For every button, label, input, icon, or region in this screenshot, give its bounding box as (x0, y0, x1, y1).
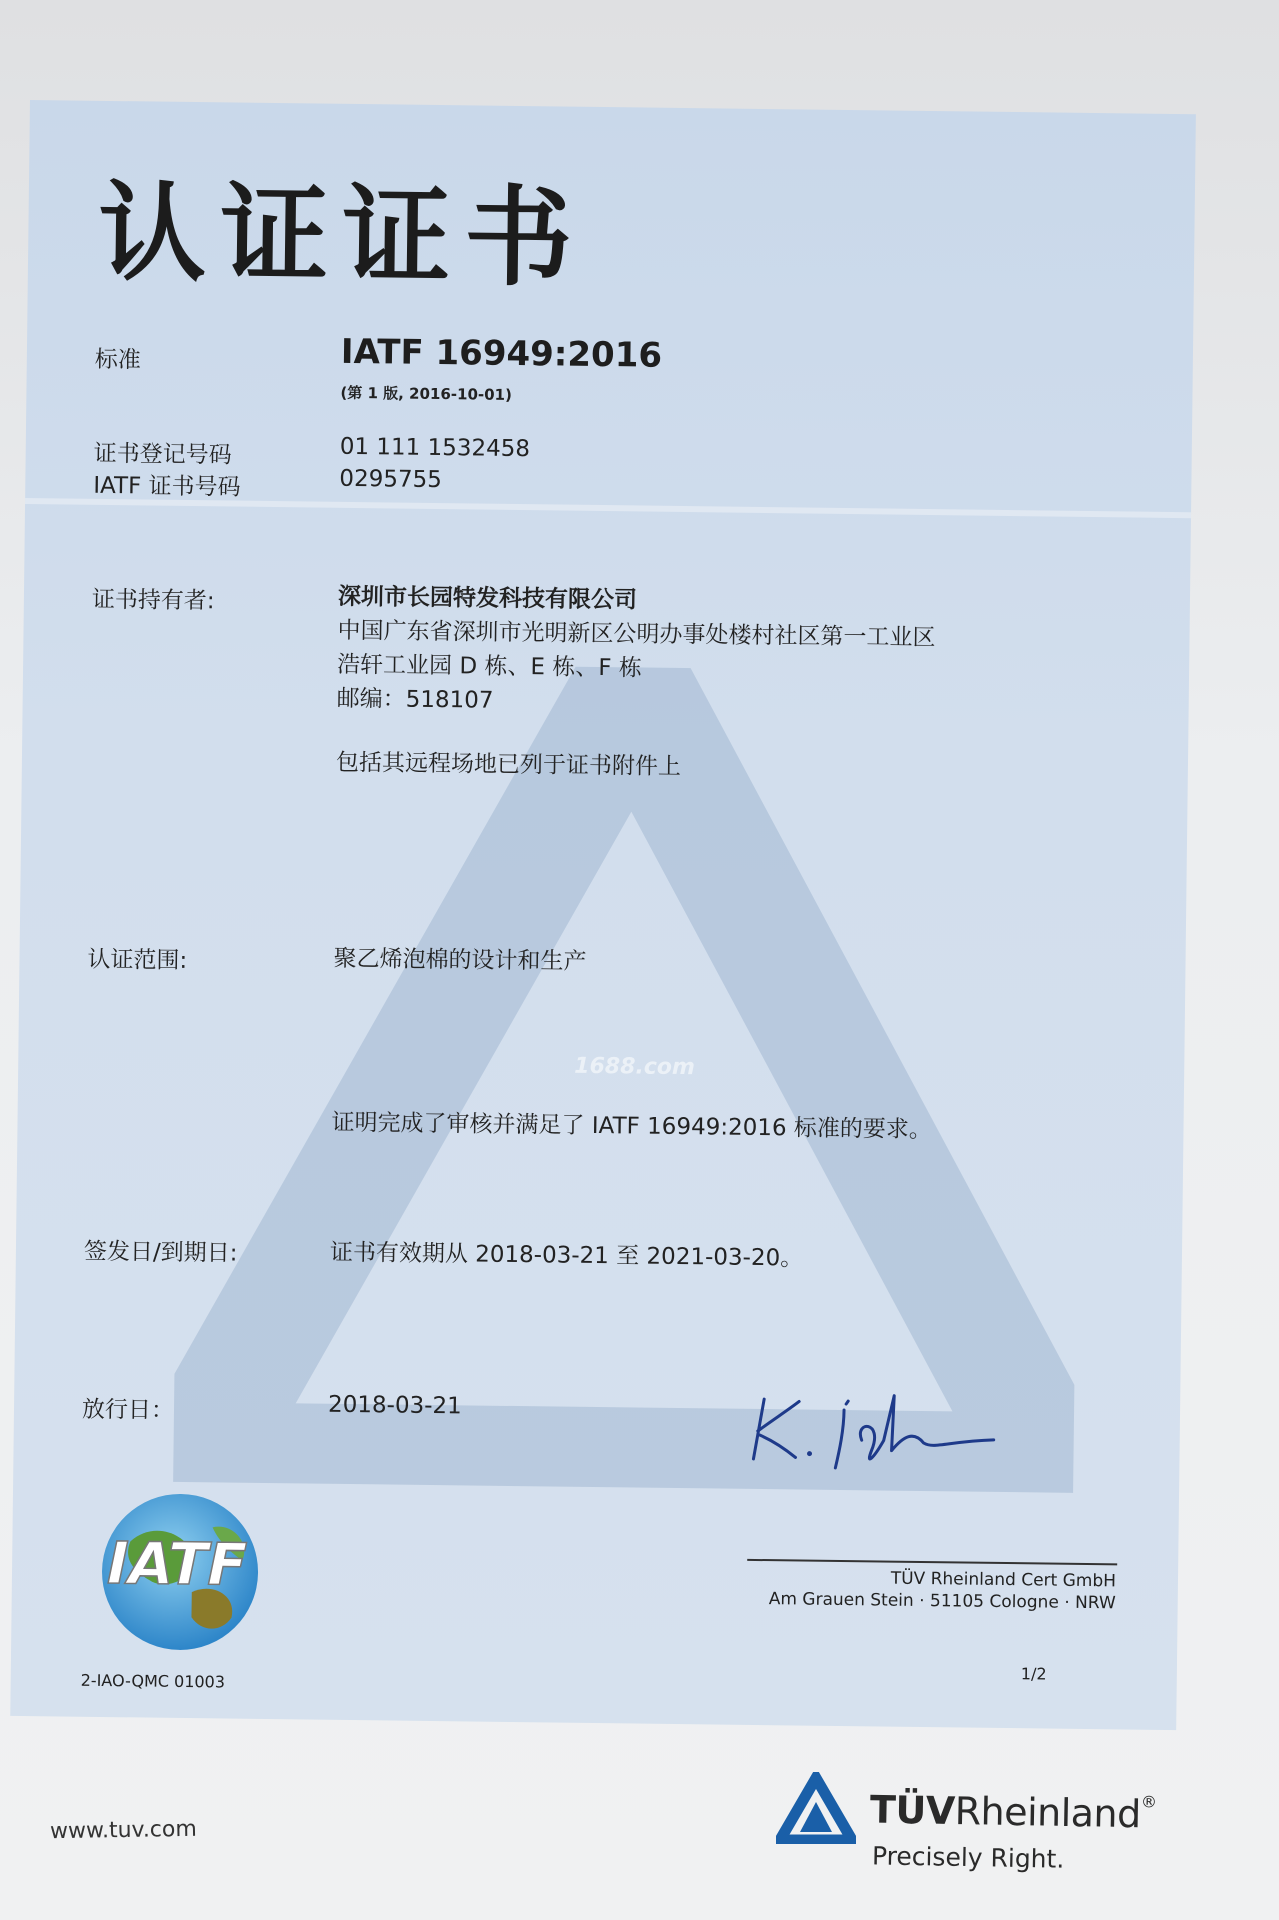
iatf-logo-text: IATF (106, 1529, 248, 1599)
scope-label: 认证范围: (87, 946, 188, 974)
issuer-name: TÜV Rheinland Cert GmbH (890, 1568, 1117, 1592)
tuv-brand-bold: TÜV (869, 1787, 956, 1833)
scope-value: 聚乙烯泡棉的设计和生产 (333, 945, 587, 975)
issuer-address: Am Grauen Stein · 51105 Cologne · NRW (768, 1589, 1116, 1614)
standard-name: IATF 16949:2016 (340, 331, 663, 376)
page-title: 认证证书 (97, 169, 588, 302)
certificate-sheet (10, 100, 1196, 1730)
tuv-brand (870, 1788, 1157, 1837)
site-watermark: 1688.com (574, 1053, 696, 1081)
validity-value: 证书有效期从 2018-03-21 至 2021-03-20。 (329, 1239, 804, 1272)
registration-label: 证书登记号码 (93, 440, 232, 469)
holder-postal: 邮编：518107 (336, 685, 494, 714)
page-number: 1/2 (1020, 1664, 1047, 1684)
registration-number: 01 111 1532458 (339, 433, 531, 463)
footer-url: www.tuv.com (49, 1816, 198, 1845)
holder-address-1: 中国广东省深圳市光明新区公明办事处楼村社区第一工业区 (337, 617, 936, 652)
signature-line (747, 1559, 1117, 1566)
certification-statement: 证明完成了审核并满足了 IATF 16949:2016 标准的要求。 (331, 1109, 933, 1144)
standard-label: 标准 (94, 346, 141, 374)
remote-sites-note: 包括其远程场地已列于证书附件上 (335, 749, 682, 781)
iatf-cert-number: 0295755 (339, 465, 442, 494)
validity-label: 签发日/到期日: (83, 1238, 238, 1267)
iatf-logo-code: 2-IAO-QMC 01003 (80, 1670, 226, 1692)
tuv-brand-light: Rheinland (954, 1788, 1142, 1837)
iatf-cert-label: IATF 证书号码 (93, 472, 241, 501)
release-label: 放行日： (81, 1396, 175, 1424)
holder-label: 证书持有者: (91, 586, 215, 615)
tuv-tagline: Precisely Right. (871, 1841, 1065, 1874)
release-date: 2018-03-21 (327, 1391, 462, 1420)
registered-mark: ® (1140, 1792, 1157, 1812)
holder-name: 深圳市长园特发科技有限公司 (337, 583, 638, 614)
standard-edition: (第 1 版, 2016-10-01) (340, 383, 513, 404)
signature-icon (743, 1379, 1004, 1472)
tuv-triangle-logo-icon (776, 1772, 856, 1844)
holder-address-2: 浩轩工业园 D 栋、E 栋、F 栋 (336, 651, 642, 682)
iatf-globe-logo-icon (71, 1481, 283, 1664)
